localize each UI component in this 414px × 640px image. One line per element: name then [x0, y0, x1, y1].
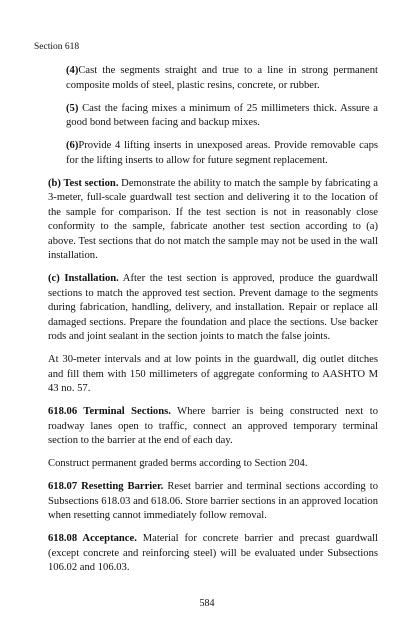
section-header: Section 618: [34, 42, 80, 52]
paragraph-lead: (c) Installation.: [48, 273, 119, 284]
paragraph-body: Construct permanent graded berms according to Section 204.: [48, 458, 308, 469]
paragraph-6: [48, 139, 378, 168]
page-number: 584: [199, 598, 215, 609]
paragraph-lead: (6): [66, 140, 79, 151]
paragraph-lead: (4): [66, 65, 79, 76]
paragraph-5: [48, 102, 378, 131]
paragraph-lead: (5): [66, 102, 79, 114]
paragraph-lead: (b) Test section.: [48, 177, 119, 189]
paragraph-terminal-sections: [48, 405, 378, 449]
paragraph-lead: 618.06 Terminal Sections.: [48, 406, 171, 417]
paragraph-outlet-ditches: [48, 353, 378, 397]
paragraph-4: [48, 64, 378, 93]
paragraph-acceptance: [48, 532, 378, 576]
body-text: [48, 64, 378, 584]
paragraph-graded-berms: [48, 457, 378, 472]
paragraph-test-section: [48, 177, 378, 264]
paragraph-body: Material for concrete barrier and precast guardwall (except concrete and reinforcing steel) will be evaluated under Subsections 106.02 and 106.03.: [48, 533, 378, 573]
paragraph-lead: 618.08 Acceptance.: [48, 533, 137, 544]
paragraph-body: Demonstrate the ability to match the sample by fabricating a 3-meter, full-scale guardwall test section and delivering it to the location of the sample for comparison. If the test section is not in reasonably close conformity to the sample, fabricate another test section according to (a) above. Test sections that do not match the sample may not be used in the wall installation.: [48, 177, 378, 261]
paragraph-body: Cast the segments straight and true to a line in strong permanent composite molds of steel, plastic resins, concrete, or rubber.: [66, 65, 378, 91]
paragraph-lead: 618.07 Resetting Barrier.: [48, 481, 164, 492]
paragraph-body: Cast the facing mixes a minimum of 25 millimeters thick. Assure a good bond between facing and backup mixes.: [66, 102, 378, 128]
paragraph-body: After the test section is approved, produce the guardwall sections to match the approved test section. Prevent damage to the segments during fabrication, handling, delivery, and installation. Repair or replace all damaged sections. Prepare the foundation and place the sections. Use backer rods and joint sealant in the section joints to match the false joints.: [48, 273, 378, 342]
paragraph-body: Provide 4 lifting inserts in unexposed areas. Provide removable caps for the lifting inserts to allow for future segment replacement.: [66, 140, 378, 166]
paragraph-installation: [48, 272, 378, 345]
paragraph-body: Reset barrier and terminal sections according to Subsections 618.03 and 618.06. Store barrier sections in an approved location when resetting cannot immediately follow removal.: [48, 481, 378, 521]
paragraph-body: Where barrier is being constructed next to roadway lanes open to traffic, connect an approved temporary terminal section to the barrier at the end of each day.: [48, 406, 378, 446]
paragraph-body: At 30-meter intervals and at low points in the guardwall, dig outlet ditches and fill them with 150 millimeters of aggregate conforming to AASHTO M 43 no. 57.: [48, 354, 378, 394]
paragraph-resetting-barrier: [48, 480, 378, 524]
